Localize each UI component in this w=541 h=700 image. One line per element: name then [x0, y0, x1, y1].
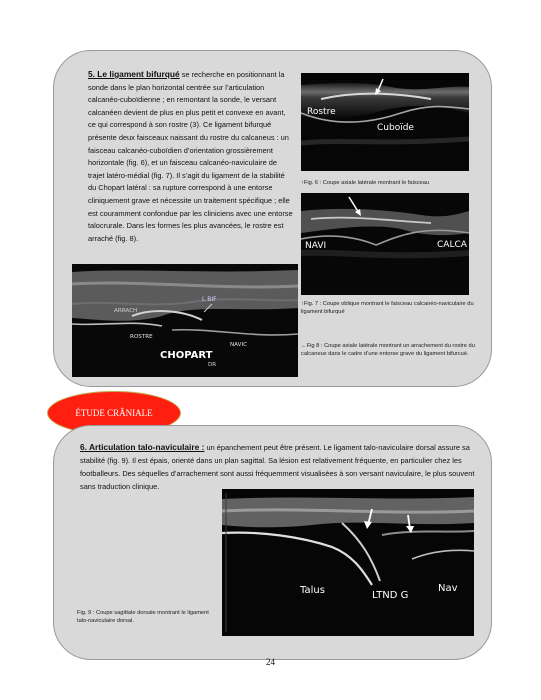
figure-6-ultrasound: [301, 73, 469, 171]
figure-8-caption: ←Fig 8 : Coupe axiale latérale montrant un arrachement du rostre du calcaneus dans le cadre d’une entorse grave du ligament bifurcué.: [301, 343, 475, 357]
fig9-label-ltnd: LTND G: [372, 590, 409, 601]
fig9-label-nav: Nav: [438, 583, 458, 594]
section-5-heading: 5. Le ligament bifurqué: [88, 69, 180, 79]
fig8-label-arrach: ARRACH: [114, 308, 138, 314]
section-5-text: [88, 68, 293, 245]
fig7-label-calca: CALCA: [437, 240, 467, 250]
figure-6-caption: ↑Fig. 6 : Coupe axiale latérale montrant le faisceau: [301, 180, 430, 186]
figure-9-ultrasound: [222, 489, 474, 636]
figure-7-caption: ↑Fig. 7 : Coupe oblique montrant le faisceau calcanéo-naviculaire du ligament bifurqué: [301, 301, 474, 315]
section-6-text: [80, 441, 478, 493]
fig8-label-chopart: CHOPART: [160, 350, 213, 361]
fig8-label-navic: NAVIC: [230, 342, 248, 348]
section-label-etude-craniale: ÉTUDE CRÂNIALE: [47, 391, 181, 435]
fig9-label-talus: Talus: [300, 585, 325, 596]
fig8-label-rostre: ROSTRE: [130, 334, 153, 340]
figure-9-caption: Fig. 9 : Coupe sagittale dorsale montrant le ligament talo-naviculaire dorsal.: [77, 610, 209, 624]
section-6-heading: 6. Articulation talo-naviculaire :: [80, 442, 205, 452]
fig6-label-rostre: Rostre: [307, 107, 336, 117]
page-number: 24: [266, 657, 275, 667]
fig7-label-navi: NAVI: [305, 241, 327, 251]
section-6-body: un épanchement peut être présent. Le ligament talo-naviculaire dorsal assure sa stabilité (fig. 9). Il est épais, orienté dans un plan sagittal. Sa lésion est relativement fréquente, en particulier chez les footballeurs. Des séquelles d’arrachement sont aussi fréquemment visualisées à son versant naviculaire, le plus souvent sans traduction clinique.: [80, 443, 475, 491]
fig8-label-dr: DR: [208, 362, 217, 368]
figure-8-ultrasound: [72, 264, 298, 377]
section-5-body: se recherche en positionnant la sonde dans le plan horizontal centrée sur l’articulation calcanéo-cuboïdienne ; en remontant la sonde, le versant calcanéen devient de plus en plus petit et convexe en avant, ce qui correspond à son rostre (3). Ce ligament bifurqué présente deux faisceaux naissant du rostre du calcaneus : un faisceau calcanéo-cuboïdien d’orientation grossièrement horizontale (fig. 6), et un faisceau calcanéo-naviculaire de trajet latéro-médial (fig. 7). Il s’agit du ligament de la stabilité du Chopart latéral : sa rupture correspond à une entorse cliniquement grave et nécessite un traitement spécifique ; elle est couramment confondue par les cliniciens avec une entorse talocrurale. Dans les formes les plus avancées, le rostre est arraché (fig. 8).: [88, 70, 293, 243]
fig8-label-bif: L BIF: [202, 296, 217, 303]
figure-7-ultrasound: [301, 193, 469, 295]
fig6-label-cuboide: Cuboïde: [377, 123, 414, 133]
